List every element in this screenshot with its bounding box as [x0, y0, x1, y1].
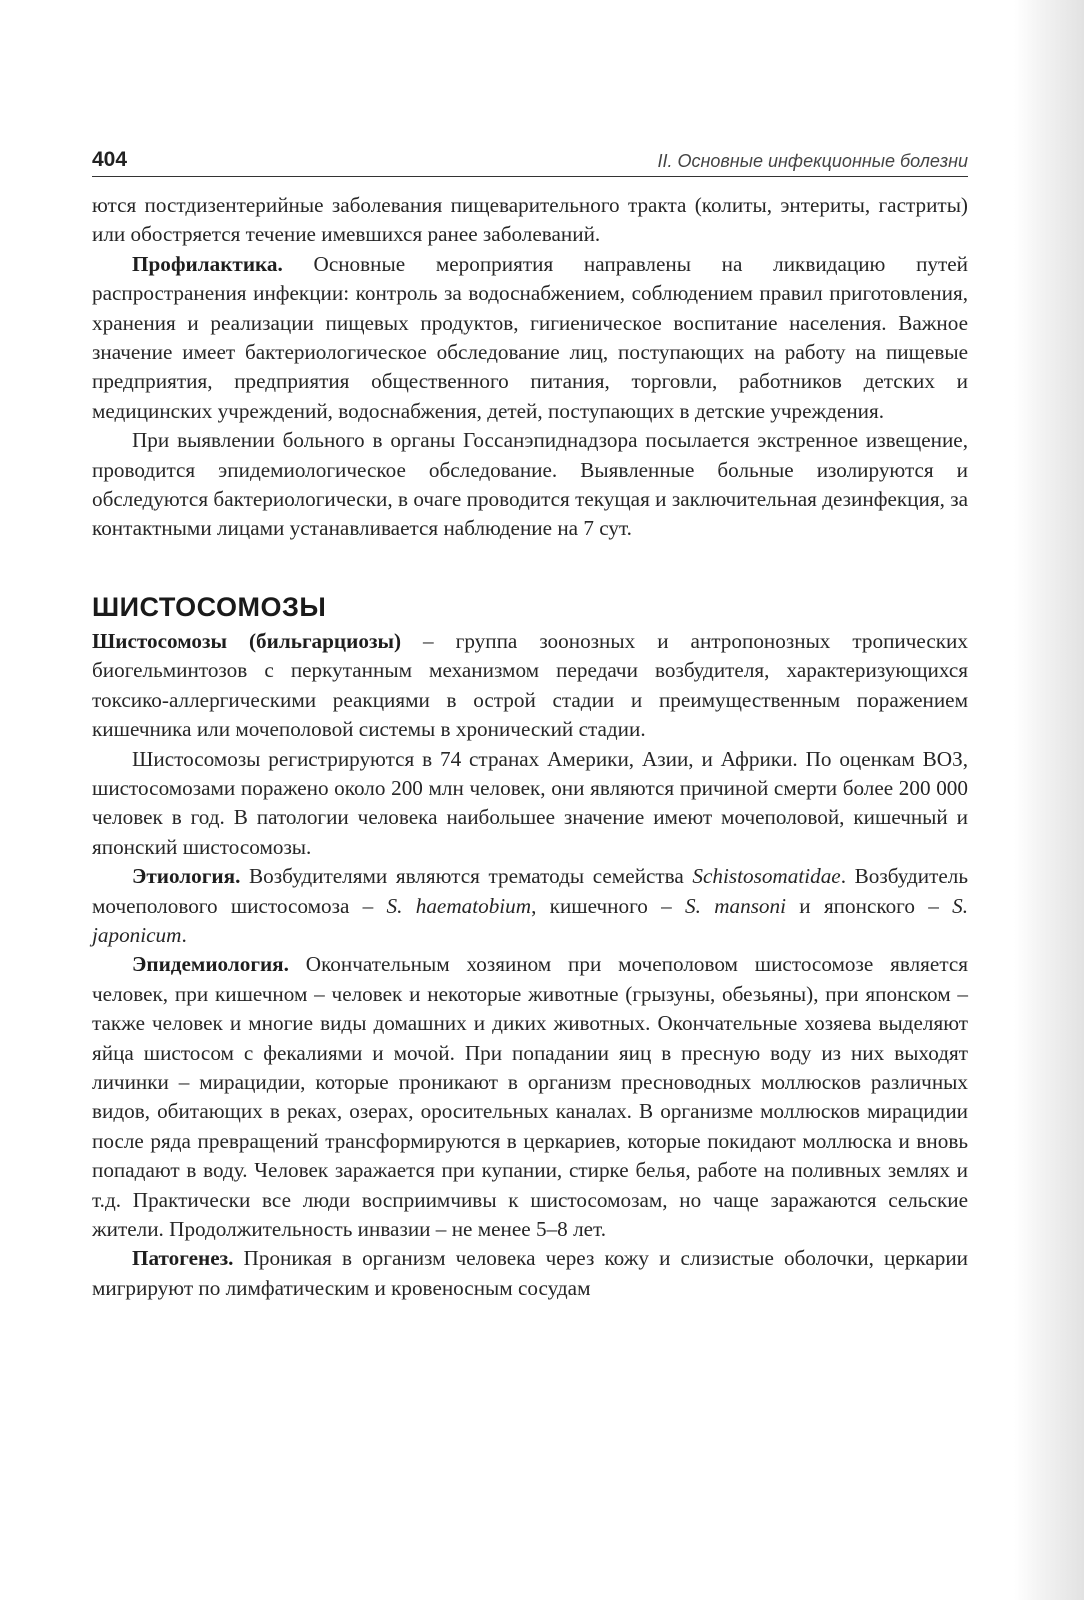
latin-species-mansoni: S. mansoni [685, 893, 787, 918]
term-pathogenesis: Патогенез. [132, 1246, 234, 1271]
paragraph-text: , кишечного – [531, 893, 686, 918]
paragraph-epidemiology [92, 950, 968, 1244]
paragraph-text: Возбудителями являются трематоды семейства [240, 864, 693, 889]
term-etiology: Этиология. [132, 864, 241, 889]
latin-species-japonicum: S. japonicum [92, 893, 968, 947]
paragraph-prophylaxis [92, 250, 968, 426]
paragraph-definition [92, 627, 968, 745]
page-header [92, 142, 968, 177]
term-schistosomiasis: Шистосомозы (бильгарциозы) [92, 628, 402, 653]
term-prophylaxis: Профилактика. [132, 251, 283, 276]
paragraph-notification [92, 426, 968, 544]
running-head: II. Основные инфекционные болезни [657, 151, 968, 171]
paragraph-text: При выявлении больного в органы Госсанэпиднадзора посылается экстренное извещение, проводится эпидемиологическое обследование. Выявленные больные изолируются и обследуются бактериологически, в очаге проводится текущая и заключительная дезинфекция, за контактными лицами устанавливается наблюдение на 7 сут. [92, 428, 968, 541]
paragraph-etiology [92, 862, 968, 950]
paragraph-text: Шистосомозы регистрируются в 74 странах Америки, Азии, и Африки. По оценкам ВОЗ, шистосомозами поражено около 200 млн человек, они являются причиной смерти более 200 000 человек в год. В патологии человека наибольшее значение имеют мочеполовой, кишечный и японский шистосомозы. [92, 746, 968, 859]
body-text [92, 191, 968, 1303]
paragraph-text: ются постдизентерийные заболевания пищеварительного тракта (колиты, энтериты, гастриты) или обостряется течение имевшихся ранее заболеваний. [92, 193, 968, 247]
paragraph-text: . [181, 922, 187, 947]
latin-family-name: Schistosomatidae [692, 864, 841, 889]
book-page [92, 142, 968, 1303]
paragraph-text: Окончательным хозяином при мочеполовом шистосомозе является человек, при кишечном – человек и некоторые животные (грызуны, обезьяны), при японском – также человек и многие виды домашних и диких животных. Окончательные хозяева выделяют яйца шистосом с фекалиями и мочой. При попадании яиц в пресную воду из них выходят личинки – мирацидии, которые проникают в организм пресноводных моллюсков различных видов, обитающих в реках, озерах, оросительных каналах. В организме моллюсков мирацидии после ряда превращений трансформируются в церкариев, которые покидают моллюска и вновь попадают в воду. Человек заражается при купании, стирке белья, работе на поливных землях и т.д. Практически все люди восприимчивы к шистосомозам, но чаще заражаются сельские жители. Продолжительность инвазии – не менее 5–8 лет. [92, 952, 968, 1241]
paragraph-text: Основные мероприятия направлены на ликвидацию путей распространения инфекции: контроль за водоснабжением, соблюдением правил приготовления, хранения и реализации пищевых продуктов, гигиеническое воспитание населения. Важное значение имеет бактериологическое обследование лиц, поступающих на работу на пищевые предприятия, предприятия общественного питания, торговли, работников детских и медицинских учреждений, водоснабжения, детей, поступающих в детские учреждения. [92, 251, 968, 423]
paragraph-prevalence [92, 745, 968, 863]
paragraph-text: . Возбудитель мочеполового шистосомоза – [92, 864, 968, 918]
page-number: 404 [92, 148, 128, 171]
page-edge-shadow [1014, 0, 1084, 1600]
latin-species-haematobium: S. haematobium [386, 893, 532, 918]
section-title: ШИСТОСОМОЗЫ [92, 591, 327, 622]
paragraph-text: Проникая в организм человека через кожу и слизистые оболочки, церкарии мигрируют по лимфатическим и кровеносным сосудам [92, 1246, 968, 1300]
term-epidemiology: Эпидемиология. [132, 952, 289, 977]
paragraph-pathogenesis [92, 1244, 968, 1303]
paragraph-text: – группа зоонозных и антропонозных тропических биогельминтозов с перкутанным механизмом передачи возбудителя, характеризующихся токсико-аллергическими реакциями в острой стадии и преимущественным поражением кишечника или мочеполовой системы в хронический стадии. [92, 628, 968, 742]
paragraph-continuation [92, 191, 968, 250]
paragraph-text: и японского – [786, 893, 953, 918]
